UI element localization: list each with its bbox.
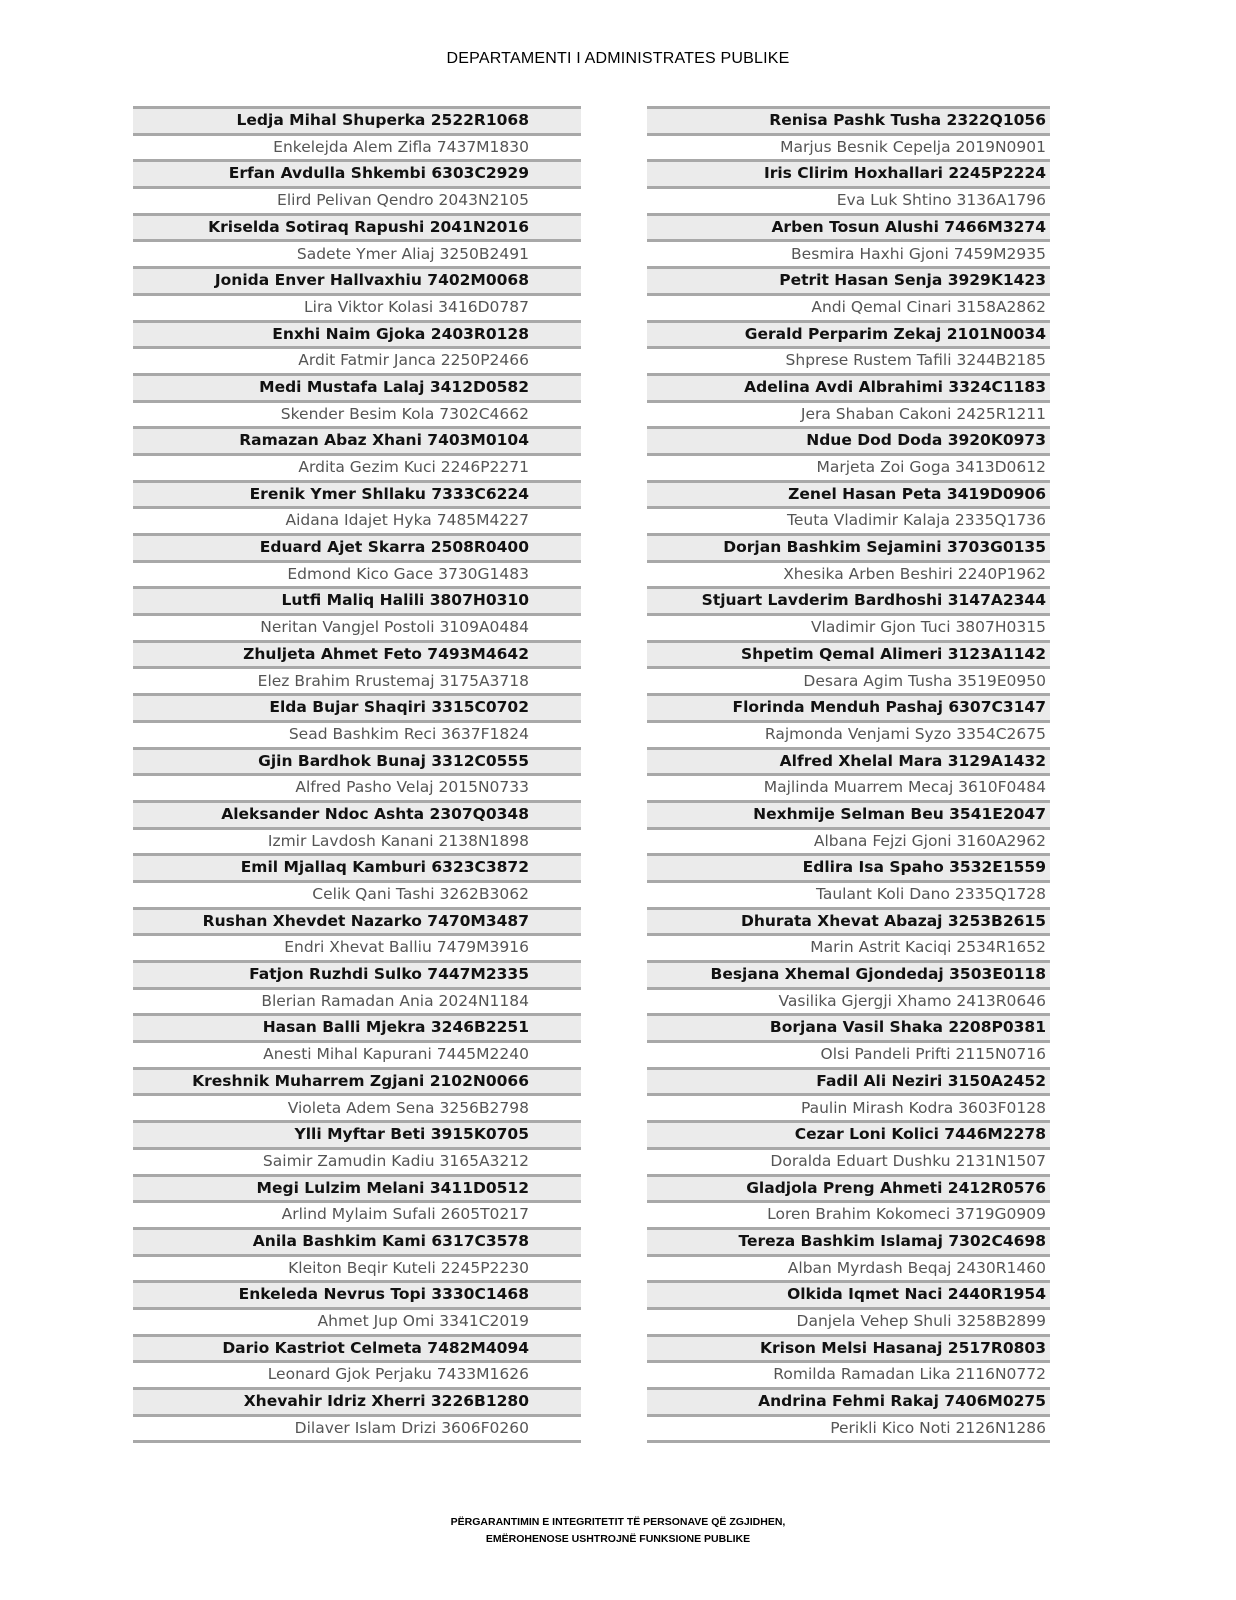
left-list-row: Kleiton Beqir Kuteli 2245P2230 [133,1254,581,1281]
left-list-row: Ardita Gezim Kuci 2246P2271 [133,453,581,480]
left-list-row: Medi Mustafa Lalaj 3412D0582 [133,373,581,400]
left-name-list [133,106,581,1443]
left-list-row: Aleksander Ndoc Ashta 2307Q0348 [133,800,581,827]
right-list-row: Marjus Besnik Cepelja 2019N0901 [647,133,1050,160]
right-list-row: Dorjan Bashkim Sejamini 3703G0135 [647,533,1050,560]
right-list-row: Borjana Vasil Shaka 2208P0381 [647,1013,1050,1040]
left-list-row: Ardit Fatmir Janca 2250P2466 [133,346,581,373]
left-list-row: Izmir Lavdosh Kanani 2138N1898 [133,827,581,854]
page-title: DEPARTAMENTI I ADMINISTRATES PUBLIKE [446,50,790,67]
left-list-row: Elez Brahim Rrustemaj 3175A3718 [133,666,581,693]
left-list-row: Elda Bujar Shaqiri 3315C0702 [133,693,581,720]
right-list-row: Alban Myrdash Beqaj 2430R1460 [647,1254,1050,1281]
left-list-row: Emil Mjallaq Kamburi 6323C3872 [133,853,581,880]
left-list-row: Dario Kastriot Celmeta 7482M4094 [133,1334,581,1361]
page-footer [0,1514,1236,1548]
left-list-row: Ramazan Abaz Xhani 7403M0104 [133,426,581,453]
left-list-row: Eduard Ajet Skarra 2508R0400 [133,533,581,560]
left-list-row: Kreshnik Muharrem Zgjani 2102N0066 [133,1067,581,1094]
right-list-row: Gerald Perparim Zekaj 2101N0034 [647,320,1050,347]
left-list-row: Zhuljeta Ahmet Feto 7493M4642 [133,640,581,667]
right-list-row: Andi Qemal Cinari 3158A2862 [647,293,1050,320]
right-list-row: Gladjola Preng Ahmeti 2412R0576 [647,1174,1050,1201]
right-list-row: Edlira Isa Spaho 3532E1559 [647,853,1050,880]
right-list-row: Dhurata Xhevat Abazaj 3253B2615 [647,907,1050,934]
right-list-row: Taulant Koli Dano 2335Q1728 [647,880,1050,907]
right-list-row: Petrit Hasan Senja 3929K1423 [647,266,1050,293]
right-list-row: Krison Melsi Hasanaj 2517R0803 [647,1334,1050,1361]
left-list-row: Arlind Mylaim Sufali 2605T0217 [133,1200,581,1227]
left-list-row: Leonard Gjok Perjaku 7433M1626 [133,1360,581,1387]
right-list-row: Doralda Eduart Dushku 2131N1507 [647,1147,1050,1174]
footer-line-1: PËRGARANTIMIN E INTEGRITETIT TË PERSONAVE QË ZGJIDHEN, [450,1516,786,1528]
right-list-row: Perikli Kico Noti 2126N1286 [647,1414,1050,1441]
right-list-row: Loren Brahim Kokomeci 3719G0909 [647,1200,1050,1227]
left-list-row: Alfred Pasho Velaj 2015N0733 [133,773,581,800]
right-list-row: Besmira Haxhi Gjoni 7459M2935 [647,239,1050,266]
right-list-row: Shpetim Qemal Alimeri 3123A1142 [647,640,1050,667]
left-list-row: Gjin Bardhok Bunaj 3312C0555 [133,747,581,774]
right-list-row: Vasilika Gjergji Xhamo 2413R0646 [647,987,1050,1014]
left-list-row: Kriselda Sotiraq Rapushi 2041N2016 [133,213,581,240]
right-list-row: Marjeta Zoi Goga 3413D0612 [647,453,1050,480]
right-list-row: Rajmonda Venjami Syzo 3354C2675 [647,720,1050,747]
right-list-row: Olkida Iqmet Naci 2440R1954 [647,1280,1050,1307]
left-list-row: Hasan Balli Mjekra 3246B2251 [133,1013,581,1040]
left-list-row: Lutfi Maliq Halili 3807H0310 [133,586,581,613]
right-list-row: Teuta Vladimir Kalaja 2335Q1736 [647,506,1050,533]
left-list-row: Erfan Avdulla Shkembi 6303C2929 [133,159,581,186]
column-bottom-rule [647,1440,1050,1443]
left-list-row: Enxhi Naim Gjoka 2403R0128 [133,320,581,347]
left-list-row: Anila Bashkim Kami 6317C3578 [133,1227,581,1254]
right-list-row: Majlinda Muarrem Mecaj 3610F0484 [647,773,1050,800]
right-list-row: Florinda Menduh Pashaj 6307C3147 [647,693,1050,720]
left-list-row: Xhevahir Idriz Xherri 3226B1280 [133,1387,581,1414]
right-list-row: Zenel Hasan Peta 3419D0906 [647,480,1050,507]
right-list-row: Arben Tosun Alushi 7466M3274 [647,213,1050,240]
right-list-row: Albana Fejzi Gjoni 3160A2962 [647,827,1050,854]
right-list-row: Danjela Vehep Shuli 3258B2899 [647,1307,1050,1334]
right-list-row: Shprese Rustem Tafili 3244B2185 [647,346,1050,373]
right-name-list [647,106,1050,1443]
left-list-row: Enkeleda Nevrus Topi 3330C1468 [133,1280,581,1307]
left-list-row: Enkelejda Alem Zifla 7437M1830 [133,133,581,160]
left-list-row: Dilaver Islam Drizi 3606F0260 [133,1414,581,1441]
right-list-row: Paulin Mirash Kodra 3603F0128 [647,1093,1050,1120]
right-list-row: Stjuart Lavderim Bardhoshi 3147A2344 [647,586,1050,613]
right-list-row: Olsi Pandeli Prifti 2115N0716 [647,1040,1050,1067]
left-list-row: Ledja Mihal Shuperka 2522R1068 [133,106,581,133]
left-list-row: Lira Viktor Kolasi 3416D0787 [133,293,581,320]
left-list-row: Blerian Ramadan Ania 2024N1184 [133,987,581,1014]
right-list-row: Desara Agim Tusha 3519E0950 [647,666,1050,693]
right-list-row: Cezar Loni Kolici 7446M2278 [647,1120,1050,1147]
right-list-row: Marin Astrit Kaciqi 2534R1652 [647,933,1050,960]
right-list-row: Ndue Dod Doda 3920K0973 [647,426,1050,453]
right-list-row: Fadil Ali Neziri 3150A2452 [647,1067,1050,1094]
left-list-row: Erenik Ymer Shllaku 7333C6224 [133,480,581,507]
left-list-row: Neritan Vangjel Postoli 3109A0484 [133,613,581,640]
left-list-row: Sadete Ymer Aliaj 3250B2491 [133,239,581,266]
column-bottom-rule [133,1440,581,1443]
left-list-row: Fatjon Ruzhdi Sulko 7447M2335 [133,960,581,987]
left-list-row: Endri Xhevat Balliu 7479M3916 [133,933,581,960]
left-list-row: Anesti Mihal Kapurani 7445M2240 [133,1040,581,1067]
left-list-row: Violeta Adem Sena 3256B2798 [133,1093,581,1120]
left-list-row: Saimir Zamudin Kadiu 3165A3212 [133,1147,581,1174]
right-list-row: Vladimir Gjon Tuci 3807H0315 [647,613,1050,640]
left-list-row: Elird Pelivan Qendro 2043N2105 [133,186,581,213]
right-list-row: Jera Shaban Cakoni 2425R1211 [647,400,1050,427]
left-list-row: Ylli Myftar Beti 3915K0705 [133,1120,581,1147]
left-list-row: Megi Lulzim Melani 3411D0512 [133,1174,581,1201]
right-list-row: Nexhmije Selman Beu 3541E2047 [647,800,1050,827]
left-list-row: Edmond Kico Gace 3730G1483 [133,560,581,587]
right-list-row: Renisa Pashk Tusha 2322Q1056 [647,106,1050,133]
left-list-row: Rushan Xhevdet Nazarko 7470M3487 [133,907,581,934]
right-list-row: Adelina Avdi Albrahimi 3324C1183 [647,373,1050,400]
right-list-row: Tereza Bashkim Islamaj 7302C4698 [647,1227,1050,1254]
footer-line-2: EMËROHENOSE USHTROJNË FUNKSIONE PUBLIKE [485,1533,751,1545]
left-list-row: Ahmet Jup Omi 3341C2019 [133,1307,581,1334]
left-list-row: Skender Besim Kola 7302C4662 [133,400,581,427]
right-list-row: Alfred Xhelal Mara 3129A1432 [647,747,1050,774]
left-list-row: Sead Bashkim Reci 3637F1824 [133,720,581,747]
left-list-row: Aidana Idajet Hyka 7485M4227 [133,506,581,533]
left-list-row: Jonida Enver Hallvaxhiu 7402M0068 [133,266,581,293]
right-list-row: Eva Luk Shtino 3136A1796 [647,186,1050,213]
left-list-row: Celik Qani Tashi 3262B3062 [133,880,581,907]
right-list-row: Besjana Xhemal Gjondedaj 3503E0118 [647,960,1050,987]
right-list-row: Iris Clirim Hoxhallari 2245P2224 [647,159,1050,186]
right-list-row: Andrina Fehmi Rakaj 7406M0275 [647,1387,1050,1414]
right-list-row: Xhesika Arben Beshiri 2240P1962 [647,560,1050,587]
right-list-row: Romilda Ramadan Lika 2116N0772 [647,1360,1050,1387]
